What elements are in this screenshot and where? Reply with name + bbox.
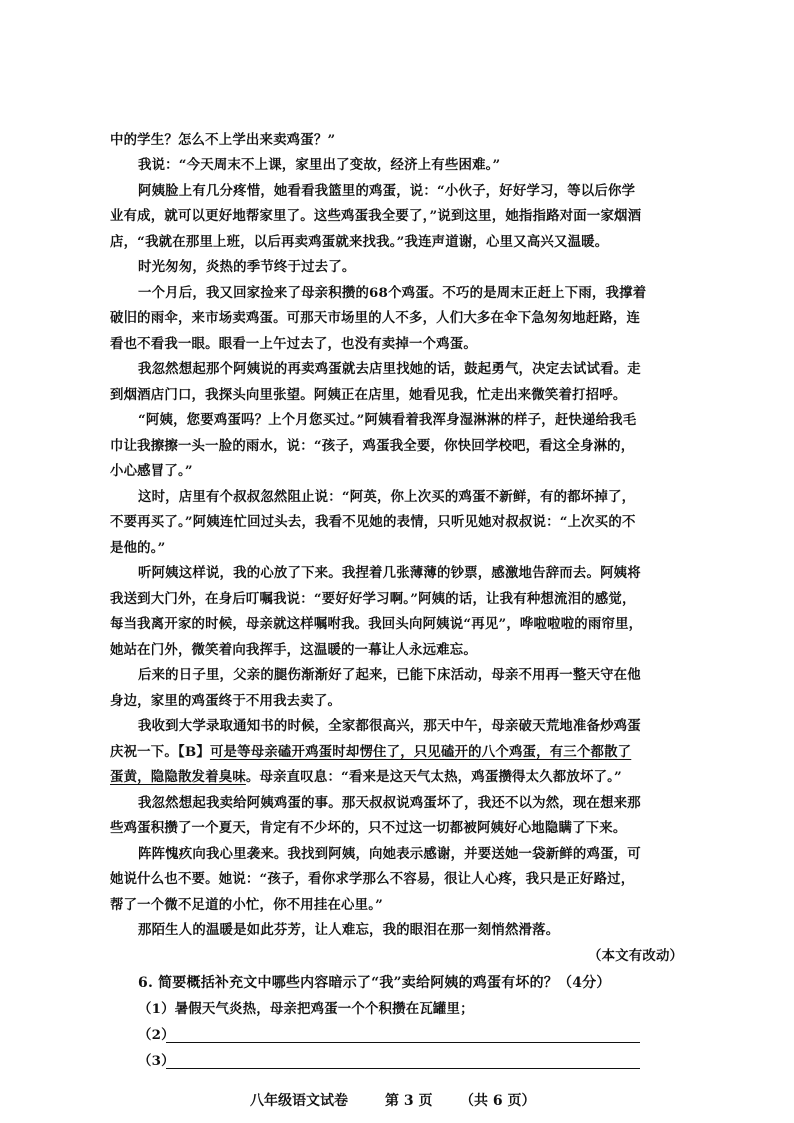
passage-line: 她说什么也不要。她说：“孩子，看你求学那么不容易，很让人心疼，我只是正好路过， [110,871,635,887]
passage-line: “阿姨，您要鸡蛋吗？上个月您买过。”阿姨看着我浑身湿淋淋的样子，赶快递给我毛 [138,412,637,428]
passage-line: 一个月后，我又回家捡来了母亲积攒的68个鸡蛋。不巧的是周末正赶上下雨，我撑着 [138,285,647,301]
answer-line-1: （1）暑假天气炎热，母亲把鸡蛋一个个积攒在瓦罐里； [138,1001,474,1017]
passage-line: 那陌生人的温暖是如此芬芳，让人难忘，我的眼泪在那一刻悄然滑落。 [138,922,560,938]
footer-page-number: 第 3 页 [385,1093,433,1109]
passage-line: 身边，家里的鸡蛋终于不用我去卖了。 [110,693,342,709]
passage-line [110,743,631,761]
passage-line: 帮了一个微不足道的小忙，你不用挂在心里。” [110,897,384,913]
passage-line: 阿姨脸上有几分疼惜，她看看我篮里的鸡蛋，说：“小伙子，好好学习，等以后你学 [138,183,636,199]
passage-line: 是他的。” [110,540,166,556]
passage-line: 小心感冒了。” [110,463,193,479]
passage-line: 每当我离开家的时候，母亲就这样嘱咐我。我回头向阿姨说“再见”，哗啦啦啦的雨帘里， [110,616,643,632]
passage-line: 中的学生？怎么不上学出来卖鸡蛋？” [110,132,336,148]
passage-line: 后来的日子里，父亲的腿伤渐渐好了起来，已能下床活动，母亲不用再一整天守在他 [138,667,641,683]
underlined-sentence: 蛋黄，隐隐散发着臭味 [110,769,246,785]
passage-line: 我忽然想起那个阿姨说的再卖鸡蛋就去店里找她的话，鼓起勇气，决定去试试看。走 [138,361,641,377]
footer-exam-title: 八年级语文试卷 [250,1093,348,1109]
passage-line: 听阿姨这样说，我的心放了下来。我捏着几张薄薄的钞票，感激地告辞而去。阿姨将 [138,565,641,581]
passage-line: 到烟酒店门口，我探头向里张望。阿姨正在店里，她看见我，忙走出来微笑着打招呼。 [110,387,627,403]
passage-line: 不要再买了。”阿姨连忙回过头去，我看不见她的表情，只听见她对叔叔说：“上次买的不 [110,514,636,530]
answer-label-2: （2） [138,1027,175,1043]
passage-line: 她站在门外，微笑着向我挥手，这温暖的一幕让人永远难忘。 [110,642,477,658]
passage-line: 些鸡蛋积攒了一个夏天，肯定有不少坏的，只不过这一切都被阿姨好心地隐瞒了下来。 [110,820,627,836]
passage-line [110,768,622,786]
question-stem: 6. 简要概括补充文中哪些内容暗示了“我”卖给阿姨的鸡蛋有坏的？（4分） [138,975,611,991]
passage-line: 我收到大学录取通知书的时候，全家都很高兴，那天中午，母亲破天荒地准备炒鸡蛋 [138,718,641,734]
passage-text: 。母亲直叹息：“看来是这天气太热，鸡蛋攒得太久都放坏了。” [245,769,622,785]
passage-marker-b: 庆祝一下。【B】 [110,744,210,760]
answer-label-3: （3） [138,1053,175,1069]
passage-line: 我忽然想起我卖给阿姨鸡蛋的事。那天叔叔说鸡蛋坏了，我还不以为然，现在想来那 [138,795,641,811]
passage-line: 我说：“今天周末不上课，家里出了变故，经济上有些困难。” [138,157,501,173]
underlined-sentence: 可是等母亲磕开鸡蛋时却愣住了，只见磕开的八个鸡蛋，有三个都散了 [209,744,632,760]
passage-line: 巾让我擦擦一头一脸的雨水，说：“孩子，鸡蛋我全要，你快回学校吧，看这全身淋的， [110,438,635,454]
passage-line: 时光匆匆，炎热的季节终于过去了。 [138,259,356,275]
passage-line: 阵阵愧疚向我心里袭来。我找到阿姨，向她表示感谢，并要送她一袋新鲜的鸡蛋，可 [138,846,641,862]
passage-line: 这时，店里有个叔叔忽然阻止说：“阿英，你上次买的鸡蛋不新鲜，有的都坏掉了， [138,489,636,505]
passage-line: 看也不看我一眼。眼看一上午过去了，也没有卖掉一个鸡蛋。 [110,336,477,352]
passage-line: 我送到大门外，在身后叮嘱我说：“要好好学习啊。”阿姨的话，让我有种想流泪的感觉， [110,591,636,607]
passage-line: 业有成，就可以更好地帮家里了。这些鸡蛋我全要了，”说到这里，她指指路对面一家烟酒 [110,208,642,224]
source-note: （本文有改动） [588,948,684,964]
passage-line: 店，“我就在那里上班，以后再卖鸡蛋就来找我。”我连声道谢，心里又高兴又温暖。 [110,234,609,250]
footer-total-pages: （共 6 页） [460,1093,536,1109]
answer-blank-3[interactable] [166,1068,640,1069]
passage-line: 破旧的雨伞，来市场卖鸡蛋。可那天市场里的人不多，人们大多在伞下急匆匆地赶路，连 [110,310,641,326]
answer-blank-2[interactable] [166,1042,640,1043]
